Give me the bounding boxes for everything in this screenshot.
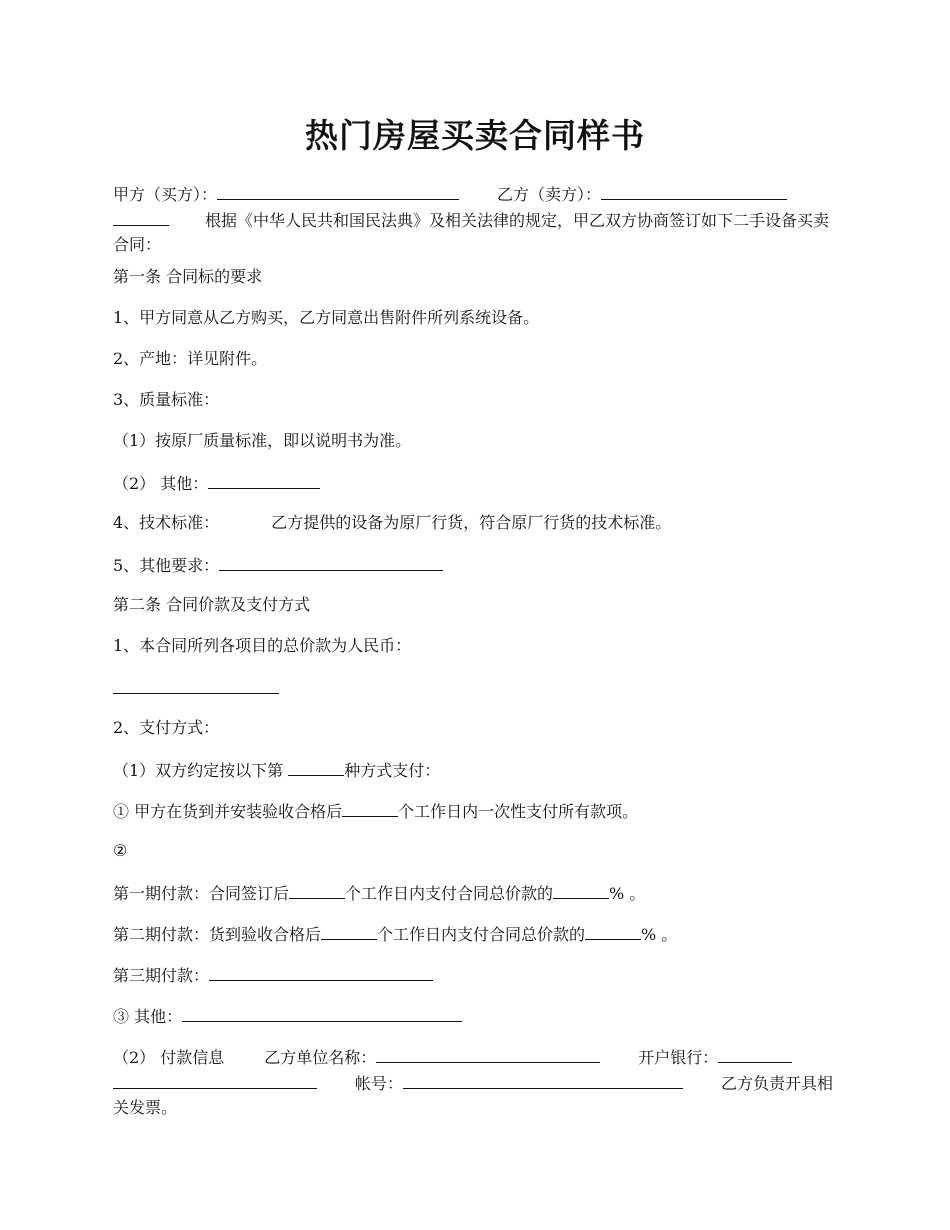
payment-method-label: （1）双方约定按以下第	[113, 761, 289, 780]
payment-method-blank[interactable]	[288, 757, 344, 776]
article2-item2-1	[113, 757, 843, 783]
option1-suffix: 个工作日内一次性支付所有款项。	[398, 802, 639, 821]
article1-item3-2	[113, 470, 843, 496]
bank-blank-cont[interactable]	[113, 1070, 317, 1089]
payment2-line	[113, 921, 843, 947]
other-req-label: 5、其他要求：	[113, 556, 220, 575]
article1-item5	[113, 552, 843, 578]
payment2-suffix: % 。	[641, 925, 678, 944]
payment2-label: 第二期付款：货到验收合格后	[113, 925, 322, 944]
account-blank[interactable]	[403, 1070, 683, 1089]
payment-info-paragraph	[113, 1044, 843, 1120]
article1-heading: 第一条 合同标的要求	[113, 267, 263, 286]
article1-item3-1: （1）按原厂质量标准，即以说明书为准。	[113, 431, 412, 450]
article2-item1: 1、本合同所列各项目的总价款为人民币：	[113, 636, 412, 655]
payment-info-label: （2） 付款信息	[113, 1048, 225, 1067]
option3-label: ③ 其他：	[113, 1007, 183, 1026]
party-b-blank[interactable]	[601, 181, 787, 200]
document-title: 热门房屋买卖合同样书	[305, 116, 645, 155]
article1-item3: 3、质量标准：	[113, 390, 220, 409]
article1-item4	[113, 511, 843, 535]
basis-text: 根据《中华人民共和国民法典》及相关法律的规定，甲乙双方协商签订如下二手设备买卖合同：	[113, 211, 830, 254]
article1-item1: 1、甲方同意从乙方购买，乙方同意出售附件所列系统设备。	[113, 308, 540, 327]
payment2-percent-blank[interactable]	[585, 921, 641, 940]
party-b-blank-cont[interactable]	[113, 207, 169, 226]
payment1-percent-blank[interactable]	[553, 880, 609, 899]
unit-name-blank[interactable]	[376, 1044, 600, 1063]
payment2-days-blank[interactable]	[321, 921, 377, 940]
party-a-label: 甲方（买方）：	[113, 185, 218, 204]
payment2-mid: 个工作日内支付合同总价款的	[377, 925, 586, 944]
option2-line: ②	[113, 841, 128, 860]
option3-line	[113, 1003, 843, 1029]
price-blank-line	[113, 675, 843, 701]
party-b-label: 乙方（卖方）：	[497, 185, 602, 204]
payment1-suffix: % 。	[609, 884, 646, 903]
article2-item2: 2、支付方式：	[113, 718, 220, 737]
payment1-line	[113, 880, 843, 906]
payment1-days-blank[interactable]	[289, 880, 345, 899]
party-a-blank[interactable]	[217, 181, 459, 200]
invoice-text: 乙方负责开具相关发票。	[113, 1074, 834, 1117]
payment-method-suffix: 种方式支付：	[344, 761, 441, 780]
payment1-label: 第一期付款：合同签订后	[113, 884, 290, 903]
other-blank[interactable]	[208, 470, 320, 489]
article2-heading: 第二条 合同价款及支付方式	[113, 595, 311, 614]
option1-line	[113, 798, 843, 824]
payment1-mid: 个工作日内支付合同总价款的	[345, 884, 554, 903]
account-label: 帐号：	[355, 1074, 404, 1093]
price-blank[interactable]	[113, 675, 279, 694]
option1-label: ① 甲方在货到并安装验收合格后	[113, 802, 343, 821]
payment3-line	[113, 962, 843, 988]
other-label: （2） 其他：	[113, 474, 209, 493]
option1-days-blank[interactable]	[342, 798, 398, 817]
other-req-blank[interactable]	[219, 552, 443, 571]
tech-standard-text: 乙方提供的设备为原厂行货，符合原厂行货的技术标准。	[271, 513, 672, 532]
option3-blank[interactable]	[182, 1003, 462, 1022]
intro-paragraph	[113, 181, 843, 257]
payment3-label: 第三期付款：	[113, 966, 210, 985]
bank-label: 开户银行：	[638, 1048, 719, 1067]
article1-item2: 2、产地：详见附件。	[113, 349, 268, 368]
bank-blank[interactable]	[718, 1044, 792, 1063]
unit-name-label: 乙方单位名称：	[264, 1048, 377, 1067]
payment3-blank[interactable]	[209, 962, 433, 981]
tech-standard-label: 4、技术标准：	[113, 513, 220, 532]
